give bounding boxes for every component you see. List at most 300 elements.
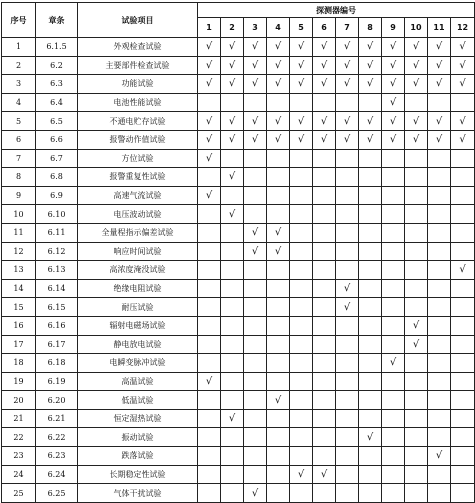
empty-cell — [198, 261, 221, 280]
row-seq: 9 — [2, 186, 36, 205]
empty-cell — [359, 465, 382, 484]
empty-cell — [313, 354, 336, 373]
check-mark-cell: √ — [405, 112, 428, 131]
empty-cell — [359, 391, 382, 410]
row-item: 长期稳定性试验 — [78, 465, 198, 484]
row-item: 跌落试验 — [78, 447, 198, 466]
row-item: 高浓度淹没试验 — [78, 261, 198, 280]
empty-cell — [221, 335, 244, 354]
empty-cell — [359, 409, 382, 428]
table-row — [2, 298, 475, 317]
empty-cell — [336, 93, 359, 112]
empty-cell — [428, 279, 451, 298]
empty-cell — [244, 354, 267, 373]
empty-cell — [405, 261, 428, 280]
empty-cell — [336, 316, 359, 335]
table-row — [2, 279, 475, 298]
check-mark-cell: √ — [451, 261, 475, 280]
row-clause: 6.6 — [36, 130, 78, 149]
row-clause: 6.16 — [36, 316, 78, 335]
empty-cell — [221, 279, 244, 298]
check-mark-cell: √ — [382, 112, 405, 131]
empty-cell — [313, 428, 336, 447]
table-row — [2, 335, 475, 354]
check-mark-cell: √ — [313, 38, 336, 57]
header-detector-group: 探测器编号 — [198, 3, 475, 18]
table-row — [2, 93, 475, 112]
empty-cell — [313, 149, 336, 168]
empty-cell — [451, 279, 475, 298]
table-row — [2, 484, 475, 503]
check-mark-cell: √ — [359, 130, 382, 149]
check-mark-cell: √ — [359, 38, 382, 57]
empty-cell — [244, 447, 267, 466]
empty-cell — [405, 354, 428, 373]
empty-cell — [313, 335, 336, 354]
empty-cell — [359, 223, 382, 242]
empty-cell — [359, 298, 382, 317]
empty-cell — [382, 391, 405, 410]
check-mark-cell: √ — [198, 112, 221, 131]
empty-cell — [405, 93, 428, 112]
empty-cell — [382, 465, 405, 484]
empty-cell — [336, 335, 359, 354]
empty-cell — [382, 372, 405, 391]
check-mark-cell: √ — [336, 56, 359, 75]
header-detector-7: 7 — [336, 18, 359, 38]
empty-cell — [451, 168, 475, 187]
table-row — [2, 242, 475, 261]
empty-cell — [382, 279, 405, 298]
empty-cell — [267, 261, 290, 280]
check-mark-cell: √ — [336, 38, 359, 57]
table-row — [2, 56, 475, 75]
check-mark-cell: √ — [221, 56, 244, 75]
row-item: 报警重复性试验 — [78, 168, 198, 187]
check-mark-cell: √ — [221, 168, 244, 187]
empty-cell — [451, 149, 475, 168]
check-mark-cell: √ — [244, 75, 267, 94]
empty-cell — [451, 428, 475, 447]
empty-cell — [359, 484, 382, 503]
check-mark-cell: √ — [221, 38, 244, 57]
empty-cell — [359, 279, 382, 298]
empty-cell — [244, 409, 267, 428]
row-item: 方位试验 — [78, 149, 198, 168]
empty-cell — [313, 372, 336, 391]
empty-cell — [382, 409, 405, 428]
empty-cell — [359, 447, 382, 466]
empty-cell — [221, 428, 244, 447]
empty-cell — [267, 186, 290, 205]
empty-cell — [451, 186, 475, 205]
header-detector-3: 3 — [244, 18, 267, 38]
empty-cell — [221, 223, 244, 242]
header-detector-12: 12 — [451, 18, 475, 38]
check-mark-cell: √ — [313, 112, 336, 131]
empty-cell — [267, 409, 290, 428]
row-clause: 6.20 — [36, 391, 78, 410]
empty-cell — [405, 447, 428, 466]
row-seq: 5 — [2, 112, 36, 131]
empty-cell — [198, 409, 221, 428]
row-item: 高温试验 — [78, 372, 198, 391]
empty-cell — [267, 168, 290, 187]
empty-cell — [428, 149, 451, 168]
empty-cell — [382, 447, 405, 466]
table-row — [2, 428, 475, 447]
row-item: 不通电贮存试验 — [78, 112, 198, 131]
empty-cell — [313, 409, 336, 428]
table-row — [2, 205, 475, 224]
empty-cell — [382, 335, 405, 354]
empty-cell — [336, 149, 359, 168]
empty-cell — [221, 465, 244, 484]
check-mark-cell: √ — [336, 75, 359, 94]
empty-cell — [428, 168, 451, 187]
empty-cell — [382, 316, 405, 335]
empty-cell — [428, 391, 451, 410]
empty-cell — [267, 447, 290, 466]
empty-cell — [267, 335, 290, 354]
check-mark-cell: √ — [198, 38, 221, 57]
empty-cell — [198, 335, 221, 354]
row-seq: 21 — [2, 409, 36, 428]
empty-cell — [451, 205, 475, 224]
row-item: 绝缘电阻试验 — [78, 279, 198, 298]
empty-cell — [313, 316, 336, 335]
empty-cell — [313, 484, 336, 503]
header-clause: 章条 — [36, 3, 78, 38]
empty-cell — [244, 428, 267, 447]
check-mark-cell: √ — [290, 75, 313, 94]
check-mark-cell: √ — [428, 75, 451, 94]
table-row — [2, 372, 475, 391]
empty-cell — [359, 335, 382, 354]
row-clause: 6.1.5 — [36, 38, 78, 57]
check-mark-cell: √ — [336, 279, 359, 298]
row-item: 恒定湿热试验 — [78, 409, 198, 428]
empty-cell — [244, 372, 267, 391]
empty-cell — [382, 261, 405, 280]
empty-cell — [313, 261, 336, 280]
row-seq: 3 — [2, 75, 36, 94]
empty-cell — [267, 372, 290, 391]
empty-cell — [267, 465, 290, 484]
empty-cell — [290, 372, 313, 391]
check-mark-cell: √ — [405, 56, 428, 75]
header-detector-2: 2 — [221, 18, 244, 38]
row-item: 高速气流试验 — [78, 186, 198, 205]
empty-cell — [336, 223, 359, 242]
row-clause: 6.3 — [36, 75, 78, 94]
empty-cell — [198, 205, 221, 224]
empty-cell — [221, 93, 244, 112]
empty-cell — [336, 168, 359, 187]
empty-cell — [221, 391, 244, 410]
check-mark-cell: √ — [451, 38, 475, 57]
empty-cell — [221, 447, 244, 466]
empty-cell — [198, 93, 221, 112]
empty-cell — [244, 391, 267, 410]
empty-cell — [405, 242, 428, 261]
check-mark-cell: √ — [451, 75, 475, 94]
empty-cell — [267, 354, 290, 373]
row-clause: 6.19 — [36, 372, 78, 391]
check-mark-cell: √ — [313, 75, 336, 94]
empty-cell — [359, 93, 382, 112]
empty-cell — [313, 391, 336, 410]
row-seq: 6 — [2, 130, 36, 149]
check-mark-cell: √ — [359, 428, 382, 447]
row-item: 功能试验 — [78, 75, 198, 94]
check-mark-cell: √ — [221, 205, 244, 224]
table-row — [2, 354, 475, 373]
empty-cell — [267, 279, 290, 298]
empty-cell — [313, 242, 336, 261]
table-row — [2, 186, 475, 205]
check-mark-cell: √ — [221, 75, 244, 94]
row-seq: 11 — [2, 223, 36, 242]
check-mark-cell: √ — [267, 112, 290, 131]
check-mark-cell: √ — [428, 38, 451, 57]
row-clause: 6.11 — [36, 223, 78, 242]
empty-cell — [428, 465, 451, 484]
empty-cell — [405, 186, 428, 205]
empty-cell — [290, 279, 313, 298]
empty-cell — [451, 93, 475, 112]
empty-cell — [221, 316, 244, 335]
check-mark-cell: √ — [244, 56, 267, 75]
check-mark-cell: √ — [267, 130, 290, 149]
table-row — [2, 447, 475, 466]
row-clause: 6.13 — [36, 261, 78, 280]
row-clause: 6.22 — [36, 428, 78, 447]
row-clause: 6.14 — [36, 279, 78, 298]
empty-cell — [290, 447, 313, 466]
empty-cell — [405, 391, 428, 410]
empty-cell — [221, 372, 244, 391]
row-clause: 6.8 — [36, 168, 78, 187]
table-row — [2, 75, 475, 94]
empty-cell — [451, 242, 475, 261]
row-item: 响应时间试验 — [78, 242, 198, 261]
empty-cell — [428, 223, 451, 242]
check-mark-cell: √ — [428, 130, 451, 149]
empty-cell — [244, 149, 267, 168]
check-mark-cell: √ — [451, 112, 475, 131]
empty-cell — [313, 279, 336, 298]
check-mark-cell: √ — [382, 38, 405, 57]
check-mark-cell: √ — [267, 56, 290, 75]
empty-cell — [336, 354, 359, 373]
empty-cell — [267, 316, 290, 335]
empty-cell — [198, 465, 221, 484]
row-seq: 14 — [2, 279, 36, 298]
empty-cell — [428, 261, 451, 280]
row-seq: 23 — [2, 447, 36, 466]
empty-cell — [359, 316, 382, 335]
row-seq: 12 — [2, 242, 36, 261]
row-clause: 6.9 — [36, 186, 78, 205]
empty-cell — [428, 316, 451, 335]
empty-cell — [405, 223, 428, 242]
row-seq: 20 — [2, 391, 36, 410]
check-mark-cell: √ — [382, 93, 405, 112]
row-seq: 19 — [2, 372, 36, 391]
empty-cell — [290, 149, 313, 168]
check-mark-cell: √ — [382, 75, 405, 94]
table-row — [2, 168, 475, 187]
empty-cell — [428, 484, 451, 503]
row-item: 静电放电试验 — [78, 335, 198, 354]
empty-cell — [313, 447, 336, 466]
empty-cell — [198, 447, 221, 466]
empty-cell — [359, 261, 382, 280]
empty-cell — [428, 372, 451, 391]
empty-cell — [290, 428, 313, 447]
empty-cell — [221, 354, 244, 373]
empty-cell — [382, 242, 405, 261]
header-detector-10: 10 — [405, 18, 428, 38]
empty-cell — [428, 428, 451, 447]
empty-cell — [290, 168, 313, 187]
check-mark-cell: √ — [451, 56, 475, 75]
check-mark-cell: √ — [244, 223, 267, 242]
empty-cell — [451, 391, 475, 410]
empty-cell — [244, 316, 267, 335]
row-seq: 24 — [2, 465, 36, 484]
header-detector-9: 9 — [382, 18, 405, 38]
empty-cell — [336, 409, 359, 428]
empty-cell — [336, 242, 359, 261]
row-item: 振动试验 — [78, 428, 198, 447]
empty-cell — [336, 205, 359, 224]
empty-cell — [221, 261, 244, 280]
check-mark-cell: √ — [405, 316, 428, 335]
row-clause: 6.24 — [36, 465, 78, 484]
check-mark-cell: √ — [359, 56, 382, 75]
empty-cell — [198, 242, 221, 261]
empty-cell — [428, 298, 451, 317]
row-clause: 6.10 — [36, 205, 78, 224]
empty-cell — [290, 484, 313, 503]
check-mark-cell: √ — [428, 56, 451, 75]
header-detector-5: 5 — [290, 18, 313, 38]
row-item: 耐压试验 — [78, 298, 198, 317]
empty-cell — [198, 298, 221, 317]
check-mark-cell: √ — [313, 56, 336, 75]
empty-cell — [221, 186, 244, 205]
empty-cell — [290, 298, 313, 317]
check-mark-cell: √ — [198, 130, 221, 149]
check-mark-cell: √ — [244, 130, 267, 149]
empty-cell — [267, 484, 290, 503]
check-mark-cell: √ — [336, 298, 359, 317]
table-row — [2, 112, 475, 131]
check-mark-cell: √ — [428, 447, 451, 466]
check-mark-cell: √ — [198, 372, 221, 391]
row-clause: 6.21 — [36, 409, 78, 428]
check-mark-cell: √ — [198, 186, 221, 205]
header-detector-8: 8 — [359, 18, 382, 38]
check-mark-cell: √ — [382, 354, 405, 373]
empty-cell — [244, 279, 267, 298]
empty-cell — [198, 316, 221, 335]
row-item: 辐射电磁场试验 — [78, 316, 198, 335]
check-mark-cell: √ — [405, 38, 428, 57]
row-clause: 6.5 — [36, 112, 78, 131]
empty-cell — [451, 409, 475, 428]
header-detector-4: 4 — [267, 18, 290, 38]
row-clause: 6.15 — [36, 298, 78, 317]
check-mark-cell: √ — [405, 75, 428, 94]
empty-cell — [221, 298, 244, 317]
row-item: 外观检查试验 — [78, 38, 198, 57]
empty-cell — [198, 428, 221, 447]
check-mark-cell: √ — [382, 130, 405, 149]
table-row — [2, 465, 475, 484]
empty-cell — [428, 242, 451, 261]
empty-cell — [405, 484, 428, 503]
empty-cell — [359, 372, 382, 391]
empty-cell — [451, 447, 475, 466]
empty-cell — [198, 354, 221, 373]
row-clause: 6.12 — [36, 242, 78, 261]
empty-cell — [290, 242, 313, 261]
empty-cell — [382, 205, 405, 224]
empty-cell — [428, 354, 451, 373]
empty-cell — [290, 93, 313, 112]
empty-cell — [382, 149, 405, 168]
empty-cell — [405, 298, 428, 317]
row-seq: 15 — [2, 298, 36, 317]
check-mark-cell: √ — [198, 75, 221, 94]
empty-cell — [267, 205, 290, 224]
check-mark-cell: √ — [221, 112, 244, 131]
header-detector-11: 11 — [428, 18, 451, 38]
row-clause: 6.2 — [36, 56, 78, 75]
empty-cell — [198, 223, 221, 242]
header-seq: 序号 — [2, 3, 36, 38]
empty-cell — [428, 409, 451, 428]
empty-cell — [428, 93, 451, 112]
empty-cell — [313, 168, 336, 187]
empty-cell — [244, 335, 267, 354]
table-row — [2, 38, 475, 57]
row-item: 全量程指示偏差试验 — [78, 223, 198, 242]
empty-cell — [267, 149, 290, 168]
empty-cell — [336, 447, 359, 466]
check-mark-cell: √ — [428, 112, 451, 131]
empty-cell — [290, 261, 313, 280]
table-row — [2, 316, 475, 335]
empty-cell — [198, 484, 221, 503]
table-row — [2, 409, 475, 428]
check-mark-cell: √ — [221, 409, 244, 428]
check-mark-cell: √ — [267, 391, 290, 410]
empty-cell — [336, 372, 359, 391]
empty-cell — [382, 168, 405, 187]
check-mark-cell: √ — [290, 38, 313, 57]
check-mark-cell: √ — [405, 130, 428, 149]
row-item: 低温试验 — [78, 391, 198, 410]
empty-cell — [359, 205, 382, 224]
header-detector-6: 6 — [313, 18, 336, 38]
empty-cell — [451, 484, 475, 503]
row-seq: 2 — [2, 56, 36, 75]
row-item: 电压波动试验 — [78, 205, 198, 224]
